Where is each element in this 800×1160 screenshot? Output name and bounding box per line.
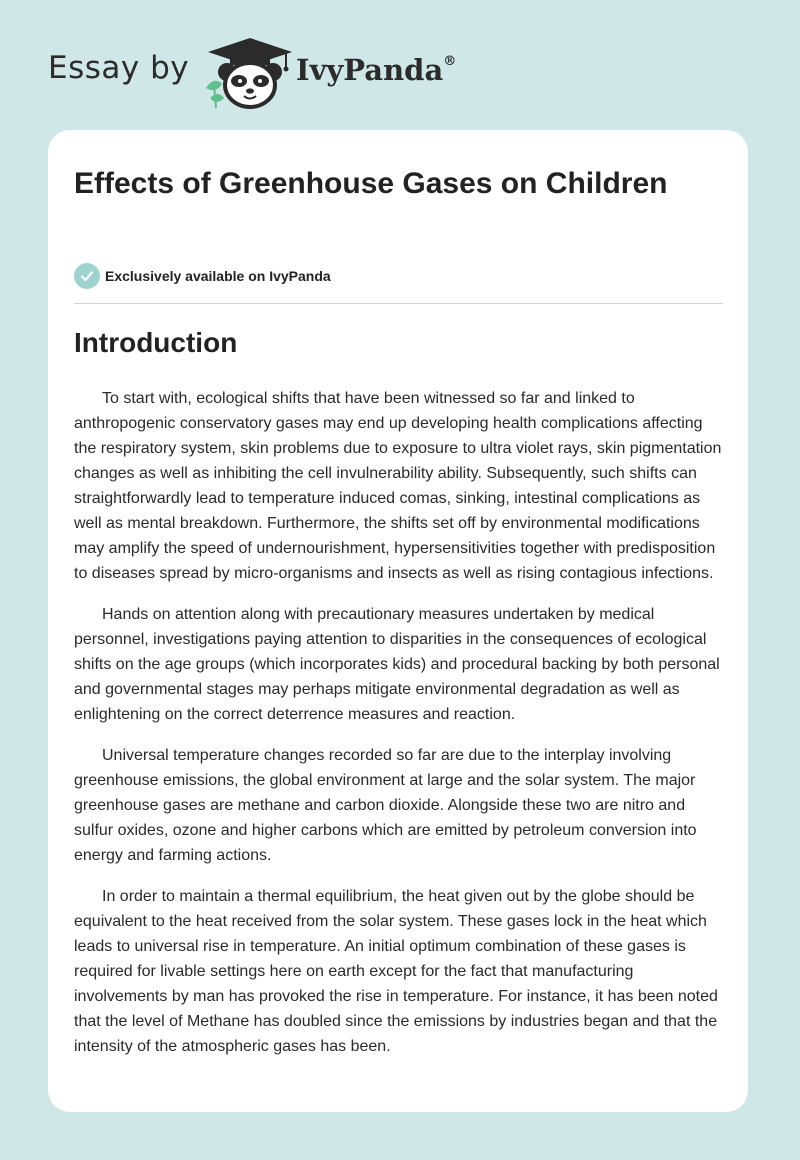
paragraph: Hands on attention along with precautionary measures undertaken by medical personnel, investigations paying attention to disparities in the consequences of ecological shifts on the age groups (which incorporates kids) and procedural backing by both personal and governmental stages may perhaps mitigate environmental degradation as well as enlightening on the correct deterrence measures and reaction.: [74, 606, 720, 723]
page-title: Effects of Greenhouse Gases on Children: [74, 167, 668, 200]
paragraph: In order to maintain a thermal equilibrium, the heat given out by the globe should be equivalent to the heat received from the solar system. These gases lock in the heat which leads to universal rise in temperature. An initial optimum combination of these gases is required for livable settings here on earth except for the fact that manufacturing involvements by man has provoked the rise in temperature. For instance, it has been noted that the level of Methane has doubled since the emissions by industries began and that the intensity of the atmospheric gases has been.: [74, 888, 718, 1055]
registered-mark: ®: [443, 54, 457, 70]
essay-by-label: Essay by: [48, 50, 190, 86]
site-header: [0, 0, 800, 130]
paragraph: Universal temperature changes recorded so far are due to the interplay involving greenhouse emissions, the global environment at large and the solar system. The major greenhouse gases are methane and carbon dioxide. Alongside these two are nitro and sulfur oxides, ozone and higher carbons which are emitted by petroleum conversion into energy and farming actions.: [74, 747, 697, 864]
exclusive-badge: [74, 263, 331, 289]
brand-name[interactable]: [296, 53, 456, 87]
paragraph: To start with, ecological shifts that have been witnessed so far and linked to anthropogenic conservatory gases may end up developing health complications affecting the respiratory system, skin problems due to exposure to ultra violet rays, skin pigmentation changes as well as inhibiting the cell invulnerability ability. Subsequently, such shifts can straightforwardly lead to temperature induced comas, sinking, intestinal complications as well as mental breakdown. Furthermore, the shifts set off by environmental modifications may amplify the speed of undernourishment, hypersensitivities together with predisposition to diseases spread by micro-organisms and insects as well as rising contagious infections.: [74, 390, 722, 582]
essay-card: [48, 130, 748, 1112]
title-divider: [74, 303, 723, 304]
exclusive-badge-text: Exclusively available on IvyPanda: [105, 268, 331, 284]
check-circle-icon: [74, 263, 100, 289]
brand-name-text: IvyPanda: [296, 53, 444, 87]
section-heading-introduction: Introduction: [74, 327, 238, 358]
essay-body: [74, 386, 726, 1075]
panda-graduate-logo-icon[interactable]: [200, 36, 300, 110]
